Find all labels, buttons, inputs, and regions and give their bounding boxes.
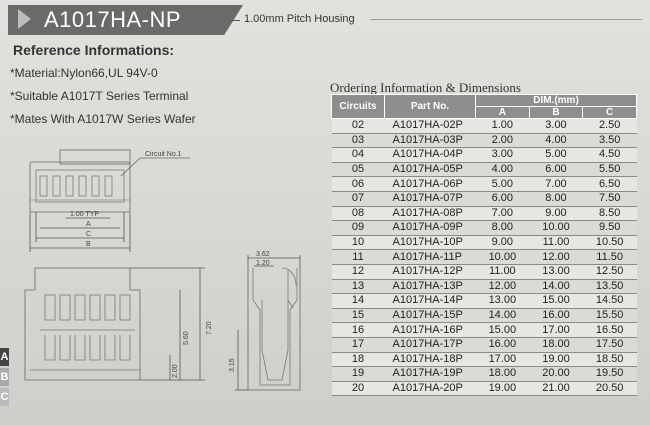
cell-circuits: 03 xyxy=(332,133,385,148)
dim-560-label: 5.60 xyxy=(183,331,190,345)
cell-dim-a: 13.00 xyxy=(476,294,530,309)
table-row xyxy=(332,352,637,367)
cell-dim-c: 19.50 xyxy=(583,367,637,382)
cell-circuits: 17 xyxy=(332,337,385,352)
cell-circuits: 08 xyxy=(332,206,385,221)
cell-dim-b: 20.00 xyxy=(529,367,583,382)
cell-dim-a: 6.00 xyxy=(476,191,530,206)
cell-part-no: A1017HA-10P xyxy=(385,235,476,250)
cell-dim-c: 2.50 xyxy=(583,119,637,134)
cell-dim-a: 14.00 xyxy=(476,308,530,323)
table-row xyxy=(332,250,637,265)
cell-dim-a: 5.00 xyxy=(476,177,530,192)
table-row xyxy=(332,177,637,192)
cell-circuits: 10 xyxy=(332,235,385,250)
cell-dim-c: 4.50 xyxy=(583,148,637,163)
cell-dim-b: 12.00 xyxy=(529,250,583,265)
cell-dim-c: 7.50 xyxy=(583,191,637,206)
cell-dim-c: 12.50 xyxy=(583,264,637,279)
table-row xyxy=(332,191,637,206)
cell-part-no: A1017HA-12P xyxy=(385,264,476,279)
side-tab-c: C xyxy=(0,388,9,406)
cell-circuits: 19 xyxy=(332,367,385,382)
dim-200-label: 2.00 xyxy=(172,364,179,378)
cell-circuits: 13 xyxy=(332,279,385,294)
cell-part-no: A1017HA-06P xyxy=(385,177,476,192)
cell-dim-a: 19.00 xyxy=(476,381,530,396)
table-row xyxy=(332,206,637,221)
ordering-title: Ordering Information & Dimensions xyxy=(330,80,521,95)
cell-dim-c: 9.50 xyxy=(583,221,637,236)
cell-dim-c: 13.50 xyxy=(583,279,637,294)
dim-362-label: 3.62 xyxy=(256,251,270,258)
col-dim-header: DIM.(mm) xyxy=(476,95,637,107)
cell-circuits: 05 xyxy=(332,162,385,177)
cell-dim-b: 15.00 xyxy=(529,294,583,309)
cell-circuits: 16 xyxy=(332,323,385,338)
cell-dim-b: 4.00 xyxy=(529,133,583,148)
table-row xyxy=(332,119,637,134)
table-row xyxy=(332,294,637,309)
reference-heading: Reference Informations: xyxy=(13,42,175,58)
table-row xyxy=(332,264,637,279)
cell-part-no: A1017HA-04P xyxy=(385,148,476,163)
cell-part-no: A1017HA-02P xyxy=(385,119,476,134)
cell-dim-b: 19.00 xyxy=(529,352,583,367)
cell-circuits: 04 xyxy=(332,148,385,163)
cell-dim-b: 9.00 xyxy=(529,206,583,221)
table-row xyxy=(332,162,637,177)
cell-dim-c: 18.50 xyxy=(583,352,637,367)
cell-dim-c: 6.50 xyxy=(583,177,637,192)
cell-part-no: A1017HA-08P xyxy=(385,206,476,221)
table-row xyxy=(332,381,637,396)
cell-part-no: A1017HA-18P xyxy=(385,352,476,367)
cell-dim-c: 20.50 xyxy=(583,381,637,396)
cell-part-no: A1017HA-05P xyxy=(385,162,476,177)
side-view xyxy=(235,255,300,390)
cell-dim-b: 3.00 xyxy=(529,119,583,134)
dim-b-label: B xyxy=(86,241,91,248)
cell-dim-a: 17.00 xyxy=(476,352,530,367)
dim-a-label: A xyxy=(86,221,91,228)
side-tab-a: A xyxy=(0,348,9,366)
cell-dim-b: 8.00 xyxy=(529,191,583,206)
header-rule xyxy=(370,19,642,20)
cell-part-no: A1017HA-15P xyxy=(385,308,476,323)
cell-dim-a: 16.00 xyxy=(476,337,530,352)
dim-315-label: 3.15 xyxy=(229,358,236,372)
circuit-no1-label: Circuit No.1 xyxy=(145,151,182,158)
cell-part-no: A1017HA-03P xyxy=(385,133,476,148)
table-row xyxy=(332,148,637,163)
cell-part-no: A1017HA-16P xyxy=(385,323,476,338)
col-circuits-header: Circuits xyxy=(332,95,385,119)
table-row xyxy=(332,279,637,294)
cell-circuits: 07 xyxy=(332,191,385,206)
cell-dim-a: 18.00 xyxy=(476,367,530,382)
reference-mates: *Mates With A1017W Series Wafer xyxy=(10,112,196,126)
cell-part-no: A1017HA-09P xyxy=(385,221,476,236)
cell-dim-c: 11.50 xyxy=(583,250,637,265)
cell-dim-c: 15.50 xyxy=(583,308,637,323)
cell-part-no: A1017HA-17P xyxy=(385,337,476,352)
cell-dim-a: 4.00 xyxy=(476,162,530,177)
cell-part-no: A1017HA-07P xyxy=(385,191,476,206)
cell-dim-c: 10.50 xyxy=(583,235,637,250)
side-tab-b: B xyxy=(0,368,9,386)
cell-dim-b: 5.00 xyxy=(529,148,583,163)
cell-dim-a: 9.00 xyxy=(476,235,530,250)
cell-circuits: 18 xyxy=(332,352,385,367)
dim-720-label: 7.20 xyxy=(206,321,213,335)
top-view xyxy=(30,150,190,252)
cell-dim-c: 5.50 xyxy=(583,162,637,177)
cell-dim-c: 8.50 xyxy=(583,206,637,221)
cell-dim-b: 6.00 xyxy=(529,162,583,177)
cell-dim-a: 12.00 xyxy=(476,279,530,294)
cell-dim-c: 16.50 xyxy=(583,323,637,338)
cell-dim-a: 11.00 xyxy=(476,264,530,279)
table-row xyxy=(332,235,637,250)
col-a-header: A xyxy=(476,107,530,119)
col-b-header: B xyxy=(529,107,583,119)
table-row xyxy=(332,337,637,352)
ordering-rows xyxy=(332,119,637,396)
ordering-table xyxy=(331,94,637,396)
cell-dim-a: 1.00 xyxy=(476,119,530,134)
reference-terminal: *Suitable A1017T Series Terminal xyxy=(10,89,189,103)
cell-dim-a: 8.00 xyxy=(476,221,530,236)
cell-dim-a: 7.00 xyxy=(476,206,530,221)
cell-dim-b: 7.00 xyxy=(529,177,583,192)
table-row xyxy=(332,221,637,236)
cell-dim-b: 16.00 xyxy=(529,308,583,323)
table-row xyxy=(332,308,637,323)
product-subtitle: 1.00mm Pitch Housing xyxy=(244,13,355,25)
cell-dim-a: 10.00 xyxy=(476,250,530,265)
cell-dim-b: 10.00 xyxy=(529,221,583,236)
cell-dim-b: 13.00 xyxy=(529,264,583,279)
cell-dim-c: 3.50 xyxy=(583,133,637,148)
cell-circuits: 15 xyxy=(332,308,385,323)
cell-circuits: 02 xyxy=(332,119,385,134)
cell-circuits: 20 xyxy=(332,381,385,396)
col-part-header: Part No. xyxy=(385,95,476,119)
cell-circuits: 11 xyxy=(332,250,385,265)
table-row xyxy=(332,133,637,148)
cell-dim-a: 3.00 xyxy=(476,148,530,163)
cell-circuits: 09 xyxy=(332,221,385,236)
cell-dim-b: 21.00 xyxy=(529,381,583,396)
table-row xyxy=(332,323,637,338)
cell-dim-b: 18.00 xyxy=(529,337,583,352)
cell-dim-c: 14.50 xyxy=(583,294,637,309)
cell-part-no: A1017HA-13P xyxy=(385,279,476,294)
front-view xyxy=(25,268,205,380)
cell-circuits: 14 xyxy=(332,294,385,309)
col-c-header: C xyxy=(583,107,637,119)
cell-dim-a: 2.00 xyxy=(476,133,530,148)
cell-part-no: A1017HA-11P xyxy=(385,250,476,265)
cell-part-no: A1017HA-14P xyxy=(385,294,476,309)
cell-dim-a: 15.00 xyxy=(476,323,530,338)
cell-dim-b: 11.00 xyxy=(529,235,583,250)
pitch-dim-label: 1.00 TYP xyxy=(70,211,100,218)
product-title: A1017HA-NP xyxy=(44,7,182,32)
cell-part-no: A1017HA-19P xyxy=(385,367,476,382)
dim-120-label: 1.20 xyxy=(256,260,270,267)
cell-part-no: A1017HA-20P xyxy=(385,381,476,396)
cell-circuits: 06 xyxy=(332,177,385,192)
dim-c-label: C xyxy=(86,231,92,238)
cell-circuits: 12 xyxy=(332,264,385,279)
table-row xyxy=(332,367,637,382)
cell-dim-c: 17.50 xyxy=(583,337,637,352)
reference-material: *Material:Nylon66,UL 94V-0 xyxy=(10,66,158,80)
cell-dim-b: 14.00 xyxy=(529,279,583,294)
cell-dim-b: 17.00 xyxy=(529,323,583,338)
